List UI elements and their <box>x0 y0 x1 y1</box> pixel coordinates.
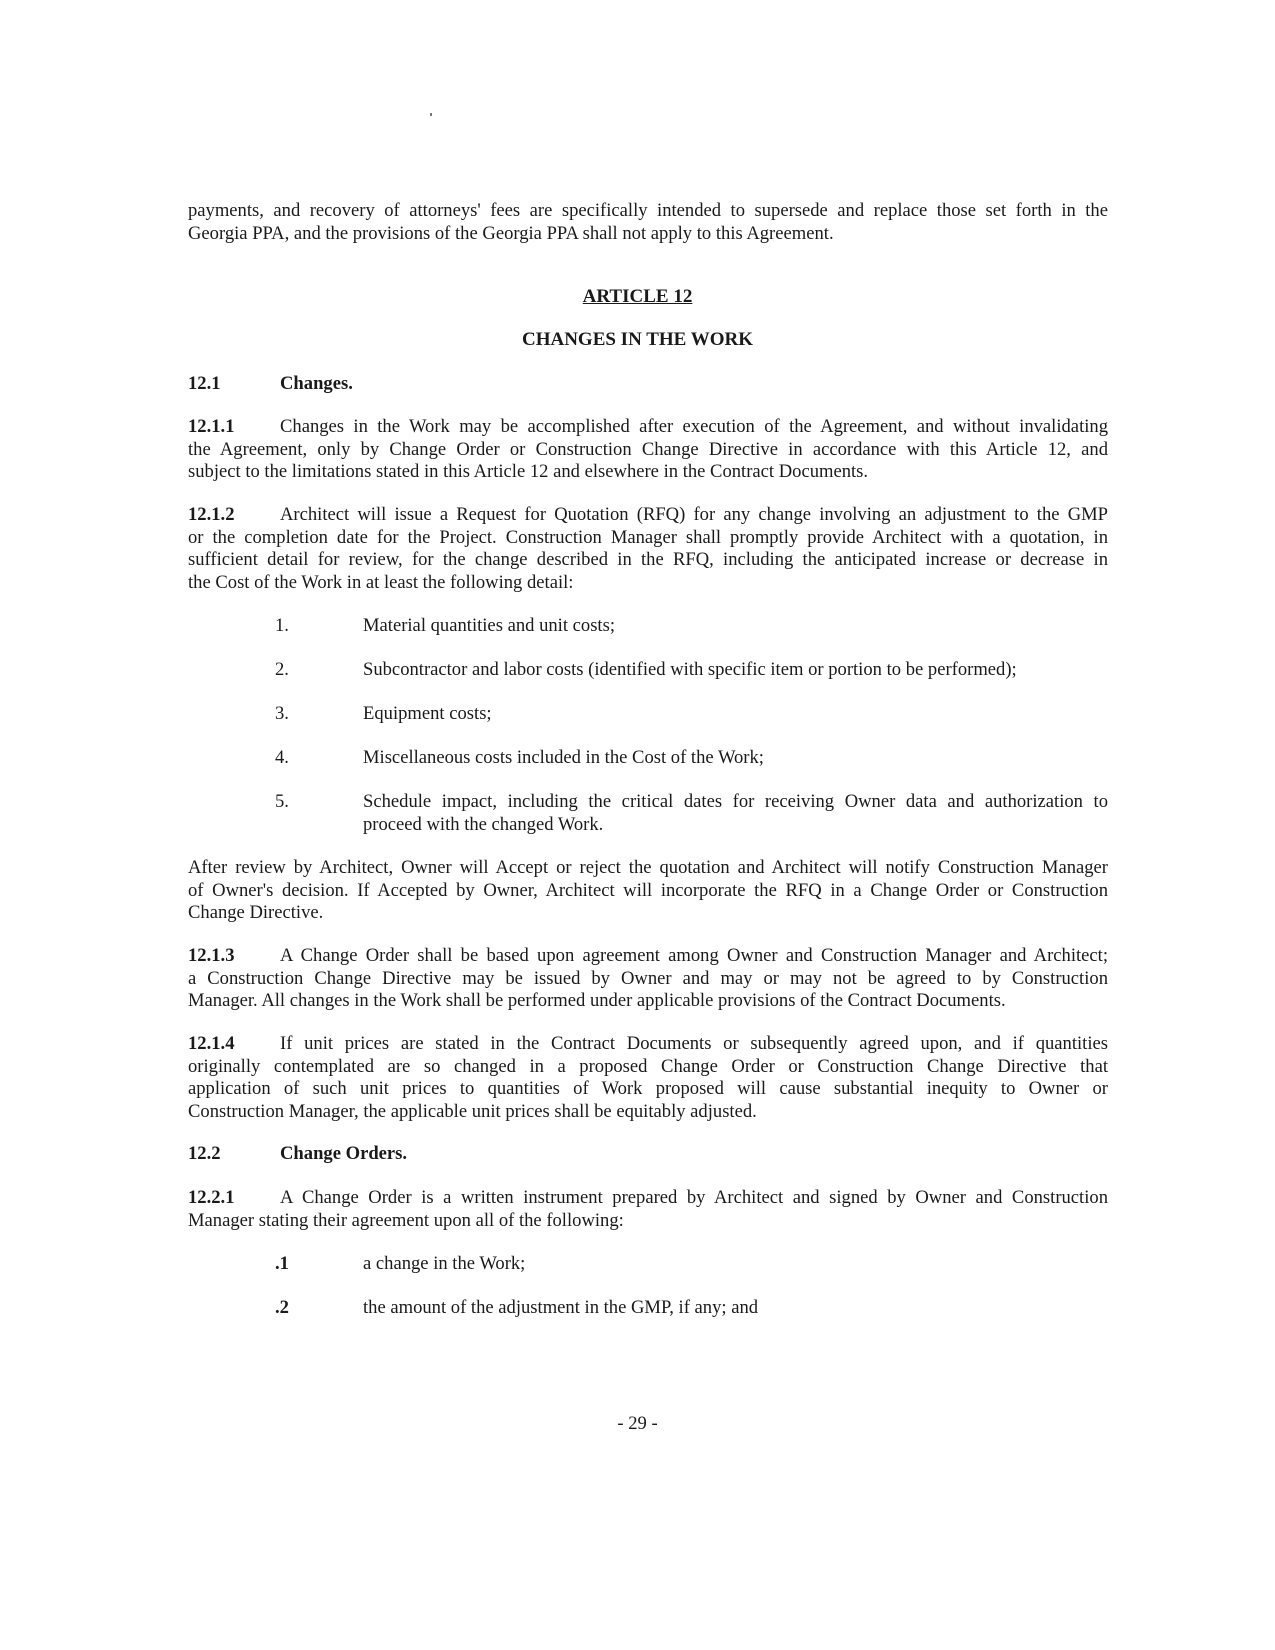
text-line: Manager. All changes in the Work shall be performed under applicable provisions of the Contract Documents. <box>188 990 1006 1011</box>
text-line: or the completion date for the Project. Construction Manager shall promptly provide Architect with a quotation, in <box>188 526 1108 548</box>
section-number: 12.2.1 <box>188 1187 235 1208</box>
list-item: 4. Miscellaneous costs included in the Cost of the Work; <box>275 747 764 768</box>
text-line: of Owner's decision. If Accepted by Owner, Architect will incorporate the RFQ in a Change Order or Construction <box>188 879 1108 901</box>
text-line: application of such unit prices to quantities of Work proposed will cause substantial inequity to Owner or <box>188 1078 1108 1099</box>
text-line: originally contemplated are so changed in a proposed Change Order or Construction Change Directive that <box>188 1055 1108 1077</box>
section-12-1-3: 12.1.3 A Change Order shall be based upon agreement among Owner and Construction Manager and Architect; a Construction Change Directive may be issued by Owner and may or may not be agreed to by Construction Manager. All changes in the Work shall be performed under applicable provisions of the Contract Documents. <box>188 945 1108 1011</box>
section-12-1-2: 12.1.2 Architect will issue a Request for Quotation (RFQ) for any change involving an adjustment to the GMP or the completion date for the Project. Construction Manager shall promptly provide Architect with a quotation, in sufficient detail for review, for the change described in the RFQ, including the anticipated increase or decrease in the Cost of the Work in at least the following detail: <box>188 504 1108 593</box>
list-marker: 1. <box>275 615 289 636</box>
section-number: 12.1.2 <box>188 504 235 525</box>
text-line: the Cost of the Work in at least the following detail: <box>188 571 574 593</box>
text-line: the Agreement, only by Change Order or Construction Change Directive in accordance with this Article 12, and <box>188 438 1108 460</box>
intro-paragraph <box>188 200 1108 245</box>
text-line: a Construction Change Directive may be issued by Owner and may or may not be agreed to by Construction <box>188 967 1108 989</box>
article-number: ARTICLE 12 <box>582 286 693 307</box>
list-marker: 2. <box>275 659 289 680</box>
text-line: payments, and recovery of attorneys' fees are specifically intended to supersede and replace those set forth in the <box>188 200 1108 221</box>
section-heading-12-1: 12.1 Changes. <box>188 373 353 394</box>
page-number: - 29 - <box>617 1413 658 1434</box>
text-line: proceed with the changed Work. <box>363 813 604 835</box>
list-marker: 5. <box>275 791 289 812</box>
scan-artifact <box>430 113 432 116</box>
text-line: After review by Architect, Owner will Accept or reject the quotation and Architect will notify Construction Manager <box>188 857 1108 878</box>
section-12-1-1: 12.1.1 Changes in the Work may be accomplished after execution of the Agreement, and without invalidating the Agreement, only by Change Order or Construction Change Directive in accordance with this Article 12, and subject to the limitations stated in this Article 12 and elsewhere in the Contract Documents. <box>188 416 1108 482</box>
list-marker: 4. <box>275 747 289 768</box>
text-line: Georgia PPA, and the provisions of the Georgia PPA shall not apply to this Agreement. <box>188 222 834 244</box>
article-title: CHANGES IN THE WORK <box>521 329 754 350</box>
section-12-1-4: 12.1.4 If unit prices are stated in the Contract Documents or subsequently agreed upon, and if quantities originally contemplated are so changed in a proposed Change Order or Construction Change Directive that application of such unit prices to quantities of Work proposed will cause substantial inequity to Owner or Construction Manager, the applicable unit prices shall be equitably adjusted. <box>188 1033 1108 1122</box>
text-line: Schedule impact, including the critical dates for receiving Owner data and authorization to <box>363 791 1108 812</box>
text-line: Construction Manager, the applicable unit prices shall be equitably adjusted. <box>188 1100 757 1122</box>
list-item <box>275 791 1108 836</box>
text-line: Manager stating their agreement upon all of the following: <box>188 1209 624 1231</box>
text-line: Change Directive. <box>188 902 324 923</box>
list-item: 2. Subcontractor and labor costs (identified with specific item or portion to be performed); <box>275 659 1017 680</box>
list-marker: .1 <box>275 1253 289 1274</box>
list-item: .2 the amount of the adjustment in the GMP, if any; and <box>275 1297 759 1318</box>
list-marker: 3. <box>275 703 289 724</box>
section-number: 12.1.3 <box>188 945 235 966</box>
text-line: sufficient detail for review, for the change described in the RFQ, including the anticipated increase or decrease in <box>188 549 1108 570</box>
section-number: 12.1.4 <box>188 1033 235 1054</box>
text-line: subject to the limitations stated in this Article 12 and elsewhere in the Contract Documents. <box>188 461 869 482</box>
list-marker: .2 <box>275 1297 289 1318</box>
section-number: 12.1.1 <box>188 416 235 437</box>
list-item: 3. Equipment costs; <box>275 703 492 724</box>
list-item: .1 a change in the Work; <box>275 1253 526 1274</box>
section-heading-12-2: 12.2 Change Orders. <box>188 1143 408 1164</box>
section-12-2-1: 12.2.1 A Change Order is a written instrument prepared by Architect and signed by Owner and Construction Manager stating their agreement upon all of the following: <box>188 1187 1108 1231</box>
after-review-paragraph <box>188 857 1108 925</box>
list-item: 1. Material quantities and unit costs; <box>275 615 615 636</box>
